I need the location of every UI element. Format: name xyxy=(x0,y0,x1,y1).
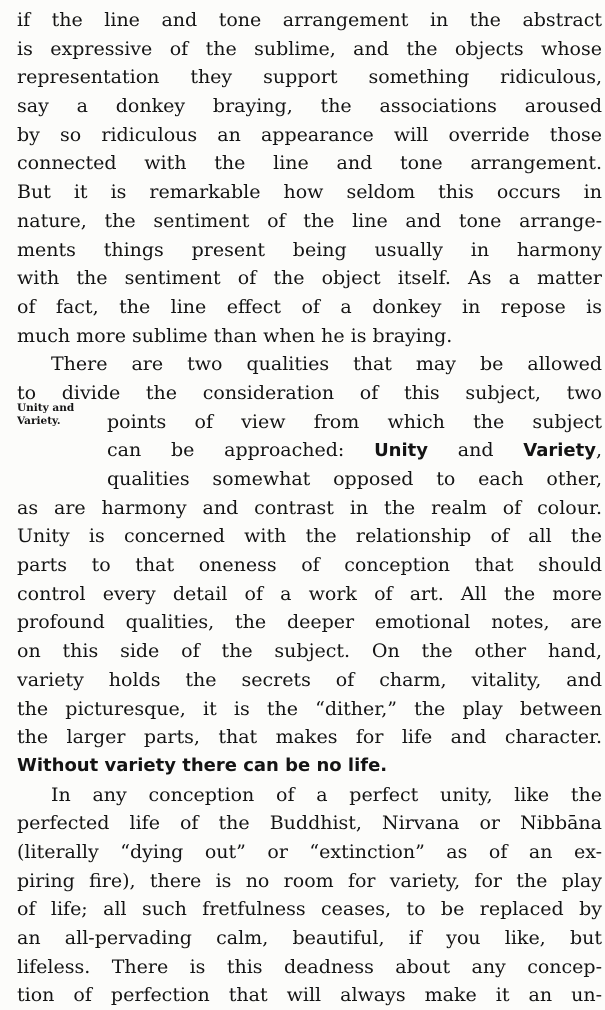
text-line: connected with the line and tone arrangement. xyxy=(17,152,602,175)
text-line: of fact, the line effect of a donkey in repose is xyxy=(17,295,602,318)
text-line: nature, the sentiment of the line and tone arrange- xyxy=(17,209,602,232)
paragraph xyxy=(17,350,602,780)
marginal-note-line: Variety. xyxy=(17,415,61,427)
text-line: perfected life of the Buddhist, Nirvana or Nibbāna xyxy=(17,812,602,835)
term-unity: Unity xyxy=(374,440,429,462)
text-line: Unity is concerned with the relationship of all the xyxy=(17,525,602,548)
text-line: But it is remarkable how seldom this occurs in xyxy=(17,181,602,204)
marginal-note xyxy=(17,402,74,428)
text-line: lifeless. There is this deadness about any concep- xyxy=(17,955,602,978)
text-line: profound qualities, the deeper emotional notes, are xyxy=(17,611,602,634)
text-line: an all-pervading calm, beautiful, if you like, but xyxy=(17,927,602,949)
text-line xyxy=(107,436,602,465)
paragraph xyxy=(17,6,602,350)
text-line: tion of perfection that will always make it an un- xyxy=(17,984,602,1007)
text-line: control every detail of a work of art. All the more xyxy=(17,582,602,605)
text-line: representation they support something ridiculous, xyxy=(17,66,602,89)
paragraph xyxy=(17,781,602,1010)
text-line: is expressive of the sublime, and the objects whose xyxy=(17,37,602,60)
text-segment: can be approached: xyxy=(107,439,345,462)
text-line: parts to that oneness of conception that should xyxy=(17,554,602,577)
term-variety: Variety xyxy=(523,440,596,462)
text-line: In any conception of a perfect unity, like the xyxy=(51,783,602,806)
text-line: the larger parts, that makes for life and character. xyxy=(17,726,602,749)
text-line: (literally “dying out” or “extinction” as of an ex- xyxy=(17,840,602,863)
text-line: piring fire), there is no room for variety, for the play xyxy=(17,869,602,892)
text-line: the picturesque, it is the “dither,” the play between xyxy=(17,697,602,720)
marginal-note-line: Unity and xyxy=(17,402,75,414)
text-line: much more sublime than when he is braying. xyxy=(17,324,453,347)
text-line: There are two qualities that may be allowed xyxy=(51,353,602,376)
text-line: with the sentiment of the object itself. As a matter xyxy=(17,267,602,290)
emphasis-line: Without variety there can be no life. xyxy=(17,754,388,776)
text-segment: , xyxy=(595,439,602,462)
text-line: on this side of the subject. On the other hand, xyxy=(17,640,602,663)
text-line: ments things present being usually in harmony xyxy=(17,238,602,261)
text-line: to divide the consideration of this subject, two xyxy=(17,381,602,404)
text-segment: and xyxy=(457,439,494,462)
text-line: variety holds the secrets of charm, vitality, and xyxy=(17,668,602,691)
text-line: if the line and tone arrangement in the abstract xyxy=(17,9,602,31)
text-line: qualities somewhat opposed to each other, xyxy=(107,468,602,490)
text-line: as are harmony and contrast in the realm of colour. xyxy=(17,496,602,519)
text-line: of life; all such fretfulness ceases, to be replaced by xyxy=(17,898,602,921)
text-line: by so ridiculous an appearance will override those xyxy=(17,123,602,146)
text-line: say a donkey braying, the associations aroused xyxy=(17,95,602,118)
text-line: points of view from which the subject xyxy=(107,410,602,433)
